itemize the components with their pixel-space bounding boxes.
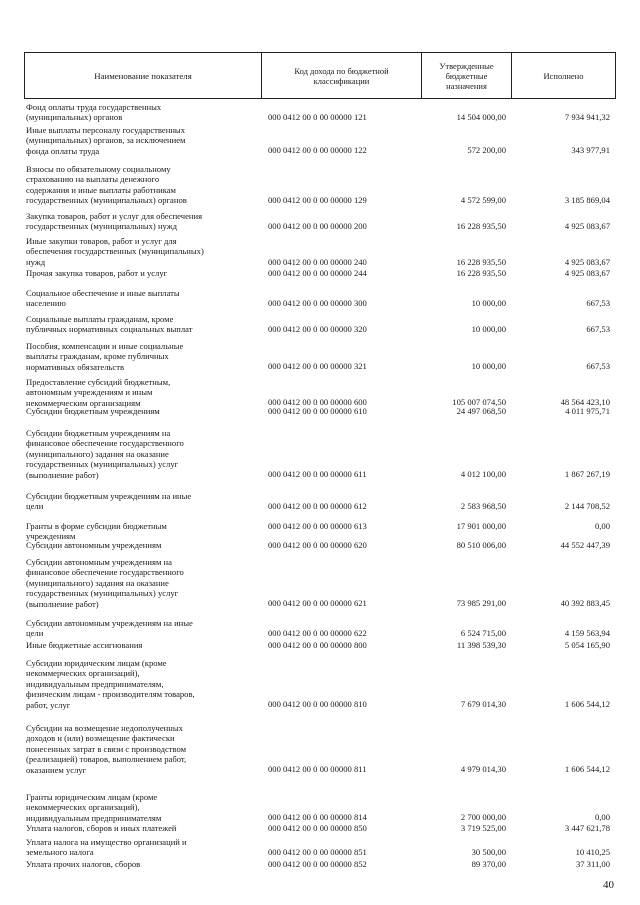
row-name: Субсидии автономным учреждениям: [26, 540, 162, 550]
row-executed: 10 410,25: [575, 847, 610, 857]
row-approved: 3 719 525,00: [460, 823, 506, 833]
row-approved: 105 007 074,50: [452, 397, 506, 407]
row-name: Предоставление субсидий бюджетным, автономным учреждениям и иным некоммерческим организациям: [26, 377, 171, 408]
row-name: Иные выплаты персоналу государственных (муниципальных) органов, за исключением фонда оплаты труда: [26, 125, 186, 156]
row-executed: 343 977,91: [571, 145, 610, 155]
row-code: 000 0412 00 0 00 00000 321: [268, 361, 367, 371]
row-executed: 4 159 563,94: [564, 628, 610, 638]
row-code: 000 0412 00 0 00 00000 852: [268, 859, 367, 869]
row-executed: 40 392 883,45: [560, 598, 610, 608]
row-code: 000 0412 00 0 00 00000 810: [268, 699, 367, 709]
row-approved: 80 510 006,00: [456, 540, 506, 550]
row-approved: 6 524 715,00: [460, 628, 506, 638]
row-code: 000 0412 00 0 00 00000 121: [268, 112, 367, 122]
row-name: Уплата прочих налогов, сборов: [26, 859, 141, 869]
header-code: Код дохода по бюджетной классификации: [262, 52, 422, 99]
row-name: Субсидии юридическим лицам (кроме некоммерческих организаций), индивидуальным предпринимателям, физическим лицам - производителям товаров, работ, услуг: [26, 658, 195, 710]
header-name: Наименование показателя: [24, 52, 262, 99]
row-approved: 2 583 968,50: [460, 501, 506, 511]
row-code: 000 0412 00 0 00 00000 851: [268, 847, 367, 857]
row-executed: 37 311,00: [575, 859, 610, 869]
row-approved: 89 370,00: [471, 859, 506, 869]
row-name: Субсидии автономным учреждениям на иные цели: [26, 618, 193, 639]
row-approved: 7 679 014,30: [460, 699, 506, 709]
row-approved: 2 700 000,00: [460, 812, 506, 822]
row-name: Социальные выплаты гражданам, кроме публичных нормативных социальных выплат: [26, 314, 193, 335]
row-name: Субсидии на возмещение недополученных доходов и (или) возмещение фактически понесенных затрат в связи с производством (реализацией) товаров, выполнением работ, оказанием услуг: [26, 723, 187, 775]
row-approved: 16 228 935,50: [456, 257, 506, 267]
row-executed: 667,53: [586, 361, 610, 371]
row-name: Пособия, компенсации и иные социальные выплаты гражданам, кроме публичных нормативных обязательств: [26, 341, 184, 372]
row-executed: 2 144 708,52: [564, 501, 610, 511]
row-approved: 4 979 014,30: [460, 764, 506, 774]
row-approved: 572 200,00: [467, 145, 506, 155]
page-number: 40: [603, 879, 614, 891]
row-code: 000 0412 00 0 00 00000 611: [268, 469, 367, 479]
row-approved: 10 000,00: [471, 298, 506, 308]
row-approved: 10 000,00: [471, 361, 506, 371]
row-name: Уплата налога на имущество организаций и земельного налога: [26, 837, 187, 858]
row-name: Субсидии бюджетным учреждениям на иные цели: [26, 491, 192, 512]
row-executed: 48 564 423,10: [560, 397, 610, 407]
row-code: 000 0412 00 0 00 00000 300: [268, 298, 367, 308]
row-executed: 5 054 165,90: [564, 640, 610, 650]
row-name: Субсидии бюджетным учреждениям на финансовое обеспечение государственного (муниципального) задания на оказание государственных (муниципальных) услуг (выполнение работ): [26, 428, 184, 480]
row-code: 000 0412 00 0 00 00000 811: [268, 764, 367, 774]
row-approved: 4 572 599,00: [460, 195, 506, 205]
row-name: Иные закупки товаров, работ и услуг для обеспечения государственных (муниципальных) нужд: [26, 236, 204, 267]
row-approved: 73 985 291,00: [456, 598, 506, 608]
row-approved: 4 012 100,00: [460, 469, 506, 479]
row-name: Субсидии бюджетным учреждениям: [26, 406, 160, 416]
row-code: 000 0412 00 0 00 00000 320: [268, 324, 367, 334]
row-name: Фонд оплаты труда государственных (муниципальных) органов: [26, 102, 162, 123]
row-name: Субсидии автономным учреждениям на финансовое обеспечение государственного (муниципального) задания на оказание государственных (муниципальных) услуг (выполнение работ): [26, 557, 184, 609]
row-executed: 44 552 447,39: [560, 540, 610, 550]
row-executed: 0,00: [594, 812, 610, 822]
row-code: 000 0412 00 0 00 00000 620: [268, 540, 367, 550]
row-code: 000 0412 00 0 00 00000 200: [268, 221, 367, 231]
row-executed: 667,53: [586, 324, 610, 334]
row-code: 000 0412 00 0 00 00000 800: [268, 640, 367, 650]
row-code: 000 0412 00 0 00 00000 621: [268, 598, 367, 608]
row-code: 000 0412 00 0 00 00000 850: [268, 823, 367, 833]
row-executed: 7 934 941,32: [564, 112, 610, 122]
row-approved: 24 497 068,50: [456, 406, 506, 416]
row-code: 000 0412 00 0 00 00000 600: [268, 397, 367, 407]
row-code: 000 0412 00 0 00 00000 613: [268, 521, 367, 531]
row-code: 000 0412 00 0 00 00000 244: [268, 268, 367, 278]
row-name: Прочая закупка товаров, работ и услуг: [26, 268, 168, 278]
row-approved: 14 504 000,00: [456, 112, 506, 122]
row-approved: 30 500,00: [471, 847, 506, 857]
row-executed: 4 011 975,71: [565, 406, 610, 416]
row-executed: 3 447 621,78: [564, 823, 610, 833]
row-executed: 0,00: [594, 521, 610, 531]
row-code: 000 0412 00 0 00 00000 240: [268, 257, 367, 267]
row-approved: 17 901 000,00: [456, 521, 506, 531]
row-name: Социальное обеспечение и иные выплаты населению: [26, 288, 180, 309]
row-executed: 4 925 083,67: [564, 268, 610, 278]
row-name: Взносы по обязательному социальному страхованию на выплаты денежного содержания и иные выплаты работникам государственных (муниципальных) органов: [26, 164, 187, 206]
row-code: 000 0412 00 0 00 00000 610: [268, 406, 367, 416]
row-name: Гранты юридическим лицам (кроме некоммерческих организаций), индивидуальным предпринимателям: [26, 792, 162, 823]
row-executed: 3 185 869,04: [564, 195, 610, 205]
row-approved: 10 000,00: [471, 324, 506, 334]
row-code: 000 0412 00 0 00 00000 612: [268, 501, 367, 511]
row-executed: 1 606 544,12: [564, 764, 610, 774]
row-code: 000 0412 00 0 00 00000 814: [268, 812, 367, 822]
row-approved: 16 228 935,50: [456, 268, 506, 278]
row-name: Закупка товаров, работ и услуг для обеспечения государственных (муниципальных) нужд: [26, 211, 203, 232]
row-executed: 667,53: [586, 298, 610, 308]
header-approved: Утвержденные бюджетные назначения: [422, 52, 512, 99]
row-approved: 11 398 539,30: [456, 640, 506, 650]
row-executed: 4 925 083,67: [564, 257, 610, 267]
row-code: 000 0412 00 0 00 00000 129: [268, 195, 367, 205]
row-code: 000 0412 00 0 00 00000 122: [268, 145, 367, 155]
row-executed: 1 867 267,19: [564, 469, 610, 479]
row-code: 000 0412 00 0 00 00000 622: [268, 628, 367, 638]
row-executed: 1 606 544,12: [564, 699, 610, 709]
row-name: Иные бюджетные ассигнования: [26, 640, 143, 650]
row-name: Уплата налогов, сборов и иных платежей: [26, 823, 177, 833]
row-executed: 4 925 083,67: [564, 221, 610, 231]
row-name: Гранты в форме субсидии бюджетным учреждениям: [26, 521, 167, 542]
row-approved: 16 228 935,50: [456, 221, 506, 231]
header-executed: Исполнено: [512, 52, 616, 99]
